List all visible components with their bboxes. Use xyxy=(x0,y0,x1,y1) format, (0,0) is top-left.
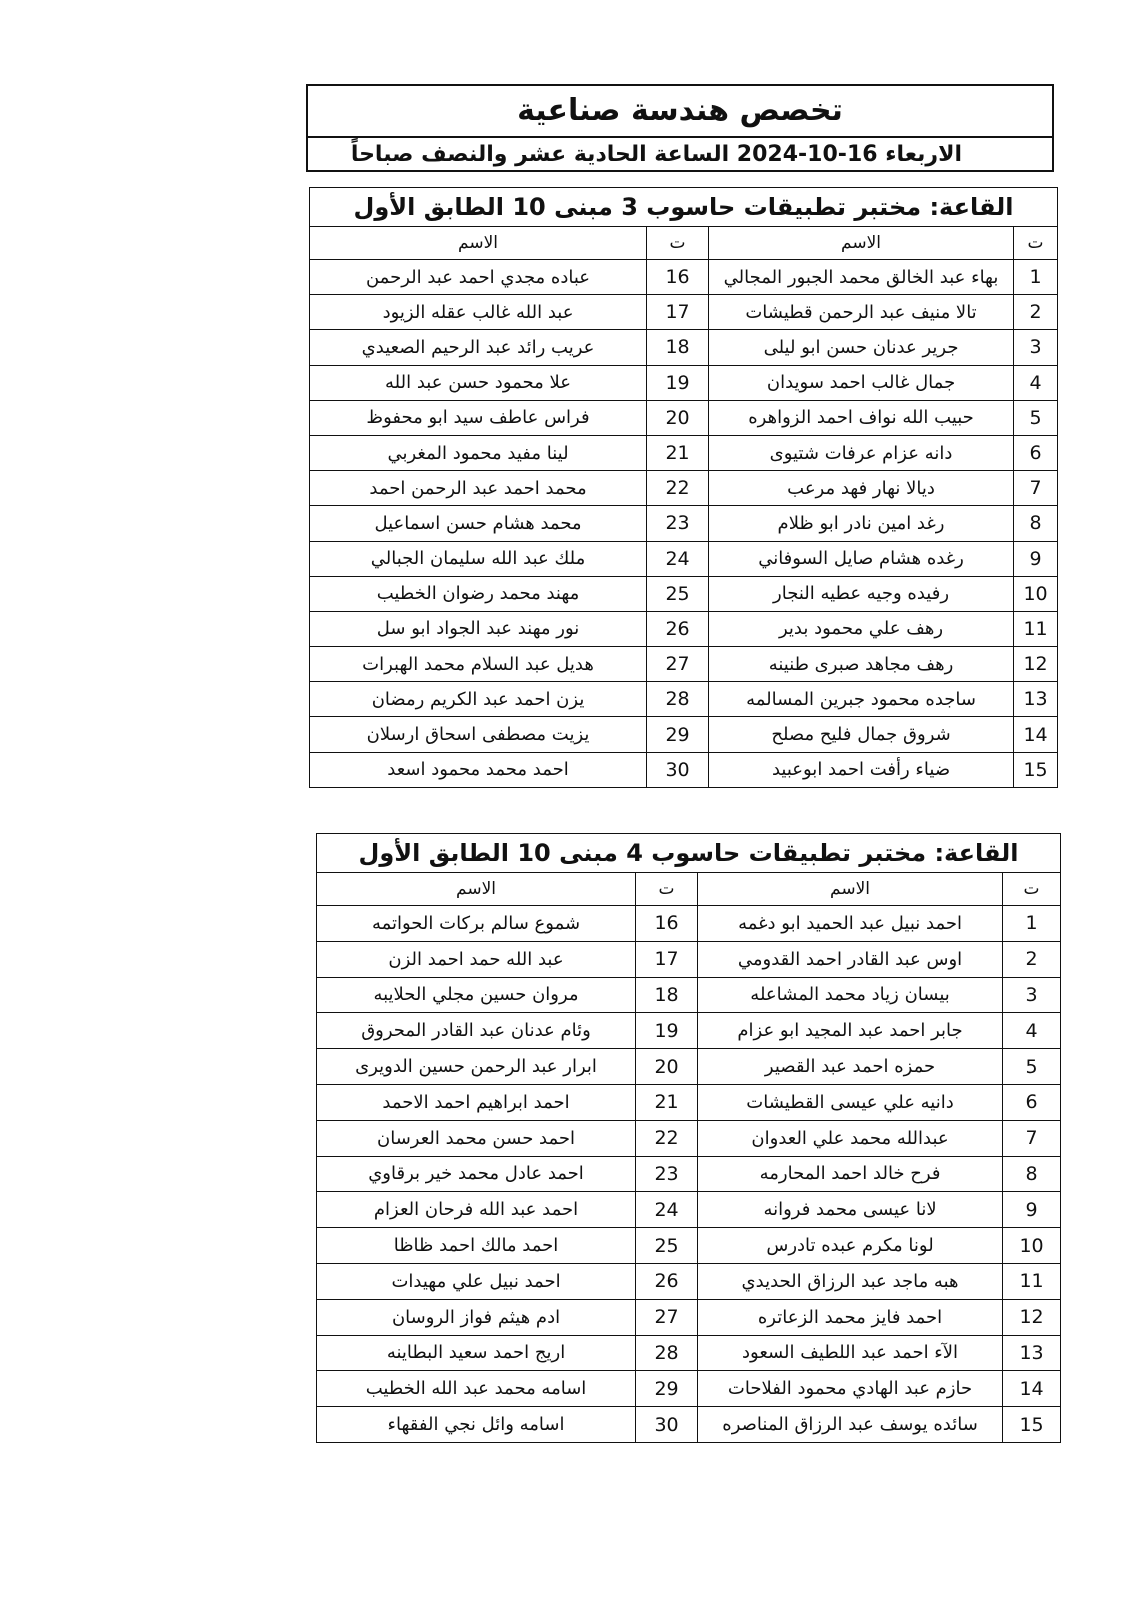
row-number: 21 xyxy=(647,435,709,470)
row-number: 16 xyxy=(636,906,698,942)
student-name: اوس عبد القادر احمد القدومي xyxy=(698,941,1003,977)
table-row xyxy=(317,1156,1061,1192)
row-number: 3 xyxy=(1003,977,1061,1013)
table-row xyxy=(317,1371,1061,1407)
table-row xyxy=(317,1228,1061,1264)
row-number: 28 xyxy=(647,682,709,717)
student-name: دانه عزام عرفات شتيوى xyxy=(709,435,1014,470)
student-name: مهند محمد رضوان الخطيب xyxy=(310,576,647,611)
row-number: 20 xyxy=(647,400,709,435)
student-name: رفيده وجيه عطيه النجار xyxy=(709,576,1014,611)
table-row xyxy=(310,295,1058,330)
row-number: 29 xyxy=(647,717,709,752)
row-number: 1 xyxy=(1003,906,1061,942)
student-name: مروان حسين مجلي الحلايبه xyxy=(317,977,636,1013)
col-name-header: الاسم xyxy=(709,227,1014,260)
row-number: 5 xyxy=(1014,400,1058,435)
student-name: شروق جمال فليح مصلح xyxy=(709,717,1014,752)
hall-title: القاعة: مختبر تطبيقات حاسوب 3 مبنى 10 الطابق الأول xyxy=(310,188,1058,227)
table-row xyxy=(317,1335,1061,1371)
row-number: 2 xyxy=(1014,295,1058,330)
student-name: جمال غالب احمد سويدان xyxy=(709,365,1014,400)
row-number: 2 xyxy=(1003,941,1061,977)
student-name: سائده يوسف عبد الرزاق المناصره xyxy=(698,1407,1003,1443)
table-row xyxy=(310,435,1058,470)
student-name: احمد عادل محمد خير برقاوي xyxy=(317,1156,636,1192)
student-name: جابر احمد عبد المجيد ابو عزام xyxy=(698,1013,1003,1049)
student-name: احمد فايز محمد الزعاتره xyxy=(698,1299,1003,1335)
row-number: 25 xyxy=(647,576,709,611)
student-name: يزن احمد عبد الكريم رمضان xyxy=(310,682,647,717)
student-name: بيسان زياد محمد المشاعله xyxy=(698,977,1003,1013)
row-number: 12 xyxy=(1003,1299,1061,1335)
row-number: 24 xyxy=(647,541,709,576)
col-num-header: ت xyxy=(636,873,698,906)
student-name: رهف مجاهد صبرى طنينه xyxy=(709,647,1014,682)
student-name: يزيت مصطفى اسحاق ارسلان xyxy=(310,717,647,752)
row-number: 22 xyxy=(636,1120,698,1156)
student-name: ادم هيثم فواز الروسان xyxy=(317,1299,636,1335)
student-name: حبيب الله نواف احمد الزواهره xyxy=(709,400,1014,435)
row-number: 8 xyxy=(1003,1156,1061,1192)
row-number: 15 xyxy=(1014,752,1058,787)
table-row xyxy=(310,400,1058,435)
table-row xyxy=(310,260,1058,295)
table-row xyxy=(317,1120,1061,1156)
row-number: 30 xyxy=(636,1407,698,1443)
student-name: عباده مجدي احمد عبد الرحمن xyxy=(310,260,647,295)
table-row xyxy=(317,1299,1061,1335)
hall-2-table xyxy=(316,833,1061,1443)
row-number: 17 xyxy=(647,295,709,330)
row-number: 15 xyxy=(1003,1407,1061,1443)
student-name: هبه ماجد عبد الرزاق الحديدي xyxy=(698,1263,1003,1299)
table-row xyxy=(317,906,1061,942)
row-number: 9 xyxy=(1003,1192,1061,1228)
student-name: اسامه محمد عبد الله الخطيب xyxy=(317,1371,636,1407)
row-number: 5 xyxy=(1003,1049,1061,1085)
student-name: هديل عبد السلام محمد الهبرات xyxy=(310,647,647,682)
table-row xyxy=(317,1263,1061,1299)
table-row xyxy=(317,941,1061,977)
row-number: 17 xyxy=(636,941,698,977)
student-name: الآء احمد عبد اللطيف السعود xyxy=(698,1335,1003,1371)
table-row xyxy=(317,1192,1061,1228)
table-row xyxy=(310,752,1058,787)
student-name: عبد الله حمد احمد الزن xyxy=(317,941,636,977)
row-number: 11 xyxy=(1014,611,1058,646)
row-number: 20 xyxy=(636,1049,698,1085)
student-name: بهاء عبد الخالق محمد الجبور المجالي xyxy=(709,260,1014,295)
row-number: 18 xyxy=(636,977,698,1013)
student-name: تالا منيف عبد الرحمن قطيشات xyxy=(709,295,1014,330)
student-name: رغد امين نادر ابو ظلام xyxy=(709,506,1014,541)
table-row xyxy=(310,471,1058,506)
row-number: 6 xyxy=(1003,1084,1061,1120)
table-row xyxy=(317,977,1061,1013)
table-row xyxy=(310,611,1058,646)
student-name: اريج احمد سعيد البطاينه xyxy=(317,1335,636,1371)
student-name: ساجده محمود جبرين المسالمه xyxy=(709,682,1014,717)
col-name-header: الاسم xyxy=(317,873,636,906)
table-row xyxy=(310,541,1058,576)
row-number: 12 xyxy=(1014,647,1058,682)
student-name: احمد حسن محمد العرسان xyxy=(317,1120,636,1156)
page-title: تخصص هندسة صناعية xyxy=(308,86,1052,138)
row-number: 4 xyxy=(1003,1013,1061,1049)
student-name: عريب رائد عبد الرحيم الصعيدي xyxy=(310,330,647,365)
table-row xyxy=(310,682,1058,717)
row-number: 7 xyxy=(1003,1120,1061,1156)
table-row xyxy=(310,717,1058,752)
student-name: احمد عبد الله فرحان العزام xyxy=(317,1192,636,1228)
student-name: اسامه وائل نجي الفقهاء xyxy=(317,1407,636,1443)
hall-title: القاعة: مختبر تطبيقات حاسوب 4 مبنى 10 الطابق الأول xyxy=(317,834,1061,873)
row-number: 4 xyxy=(1014,365,1058,400)
row-number: 27 xyxy=(647,647,709,682)
row-number: 1 xyxy=(1014,260,1058,295)
student-name: حمزه احمد عبد القصير xyxy=(698,1049,1003,1085)
col-name-header: الاسم xyxy=(698,873,1003,906)
row-number: 9 xyxy=(1014,541,1058,576)
row-number: 28 xyxy=(636,1335,698,1371)
student-name: شموع سالم بركات الحواتمه xyxy=(317,906,636,942)
student-name: لانا عيسى محمد فروانه xyxy=(698,1192,1003,1228)
table-row xyxy=(317,1407,1061,1443)
col-num-header: ت xyxy=(1003,873,1061,906)
hall-1-table xyxy=(309,187,1058,788)
row-number: 13 xyxy=(1003,1335,1061,1371)
student-name: احمد مالك احمد ظاظا xyxy=(317,1228,636,1264)
col-num-header: ت xyxy=(1014,227,1058,260)
student-name: محمد هشام حسن اسماعيل xyxy=(310,506,647,541)
student-name: فراس عاطف سيد ابو محفوظ xyxy=(310,400,647,435)
row-number: 25 xyxy=(636,1228,698,1264)
row-number: 24 xyxy=(636,1192,698,1228)
row-number: 3 xyxy=(1014,330,1058,365)
row-number: 23 xyxy=(636,1156,698,1192)
row-number: 10 xyxy=(1003,1228,1061,1264)
table-row xyxy=(310,330,1058,365)
student-name: فرح خالد احمد المحارمه xyxy=(698,1156,1003,1192)
row-number: 26 xyxy=(647,611,709,646)
student-name: ضياء رأفت احمد ابوعبيد xyxy=(709,752,1014,787)
student-name: عبدالله محمد علي العدوان xyxy=(698,1120,1003,1156)
row-number: 14 xyxy=(1003,1371,1061,1407)
row-number: 6 xyxy=(1014,435,1058,470)
student-name: جرير عدنان حسن ابو ليلى xyxy=(709,330,1014,365)
student-name: رغده هشام صايل السوفاني xyxy=(709,541,1014,576)
header-box xyxy=(306,84,1054,172)
student-name: نور مهند عبد الجواد ابو سل xyxy=(310,611,647,646)
row-number: 26 xyxy=(636,1263,698,1299)
col-num-header: ت xyxy=(647,227,709,260)
table-row xyxy=(317,1049,1061,1085)
row-number: 10 xyxy=(1014,576,1058,611)
col-name-header: الاسم xyxy=(310,227,647,260)
row-number: 22 xyxy=(647,471,709,506)
table-row xyxy=(310,576,1058,611)
row-number: 14 xyxy=(1014,717,1058,752)
row-number: 29 xyxy=(636,1371,698,1407)
student-name: ابرار عبد الرحمن حسين الدويرى xyxy=(317,1049,636,1085)
table-row xyxy=(310,506,1058,541)
row-number: 19 xyxy=(636,1013,698,1049)
student-name: وئام عدنان عبد القادر المحروق xyxy=(317,1013,636,1049)
student-name: محمد احمد عبد الرحمن احمد xyxy=(310,471,647,506)
table-row xyxy=(310,647,1058,682)
student-name: علا محمود حسن عبد الله xyxy=(310,365,647,400)
student-name: احمد نبيل علي مهيدات xyxy=(317,1263,636,1299)
student-name: رهف علي محمود بدير xyxy=(709,611,1014,646)
row-number: 21 xyxy=(636,1084,698,1120)
student-name: دانيه علي عيسى القطيشات xyxy=(698,1084,1003,1120)
student-name: ملك عبد الله سليمان الجبالي xyxy=(310,541,647,576)
row-number: 8 xyxy=(1014,506,1058,541)
row-number: 7 xyxy=(1014,471,1058,506)
student-name: احمد ابراهيم احمد الاحمد xyxy=(317,1084,636,1120)
student-name: ديالا نهار فهد مرعب xyxy=(709,471,1014,506)
table-row xyxy=(317,1013,1061,1049)
student-name: لونا مكرم عبده تادرس xyxy=(698,1228,1003,1264)
student-name: حازم عبد الهادي محمود الفلاحات xyxy=(698,1371,1003,1407)
table-row xyxy=(317,1084,1061,1120)
row-number: 27 xyxy=(636,1299,698,1335)
row-number: 23 xyxy=(647,506,709,541)
row-number: 19 xyxy=(647,365,709,400)
table-row xyxy=(310,365,1058,400)
row-number: 13 xyxy=(1014,682,1058,717)
student-name: احمد محمد محمود اسعد xyxy=(310,752,647,787)
row-number: 30 xyxy=(647,752,709,787)
row-number: 16 xyxy=(647,260,709,295)
exam-schedule: الاربعاء 16-10-2024 الساعة الحادية عشر والنصف صباحاً xyxy=(350,142,962,167)
student-name: احمد نبيل عبد الحميد ابو دغمه xyxy=(698,906,1003,942)
student-name: عبد الله غالب عقله الزيود xyxy=(310,295,647,330)
student-name: لينا مفيد محمود المغربي xyxy=(310,435,647,470)
row-number: 11 xyxy=(1003,1263,1061,1299)
row-number: 18 xyxy=(647,330,709,365)
